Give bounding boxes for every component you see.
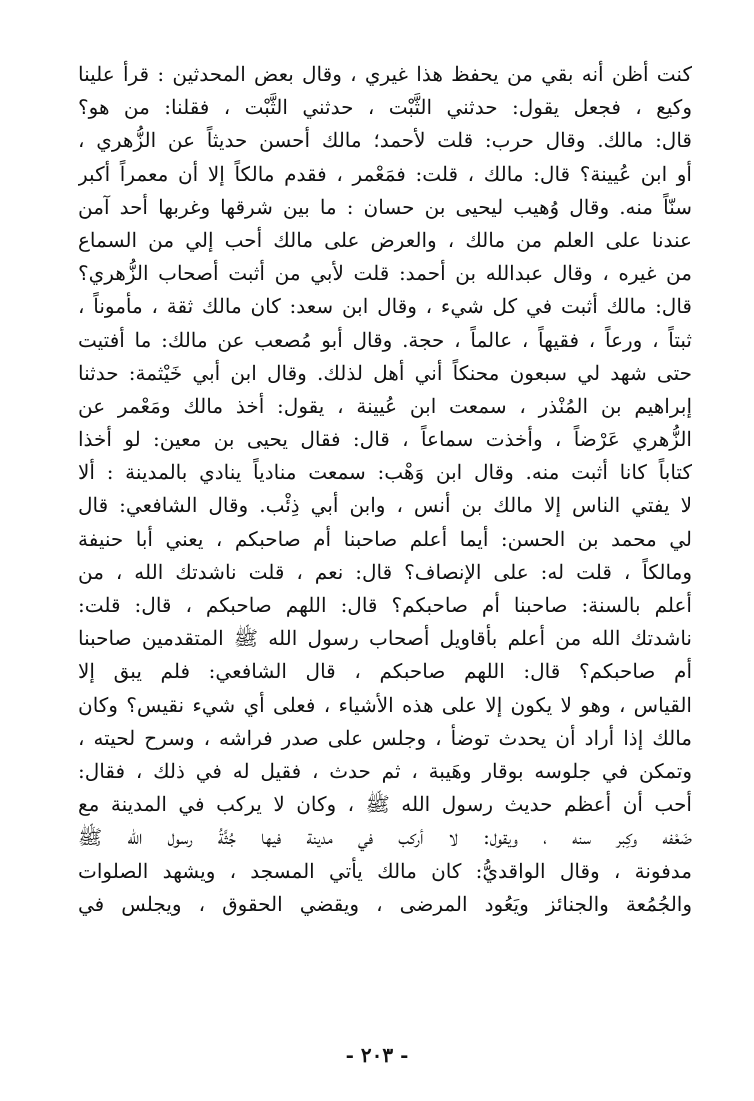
text-line: سنّاً منه. وقال وُهيب ليحيى بن حسان : ما بين شرقها وغربها أحد آمن (78, 194, 692, 219)
text-line: لي محمد بن الحسن: أيما أعلم صاحبنا أم صاحبكم ، يعني أبا حنيفة (78, 526, 692, 551)
text-line: ثبتاً ، ورعاً ، فقيهاً ، عالماً ، حجة. وقال أبو مُصعب عن مالك: ما أفتيت (78, 327, 692, 352)
text-line: القياس ، وهو لا يكون إلا على هذه الأشياء ، فعلى أي شيء نقيس؟ وكان (78, 692, 692, 717)
text-line: من غيره ، وقال عبدالله بن أحمد: قلت لأبي من أثبت أصحاب الزُّهري؟ (78, 261, 692, 286)
text-line: أعلم بالسنة: صاحبنا أم صاحبكم؟ قال: اللهم صاحبكم ، قال: قلت: (78, 593, 692, 617)
text-line: كتاباً كانا أثبت منه. وقال ابن وَهْب: سمعت منادياً ينادي بالمدينة : ألا (78, 460, 692, 485)
text-line: لا يفتي الناس إلا مالك بن أنس ، وابن أبي ذِئْب. وقال الشافعي: قال (78, 493, 692, 518)
text-line: وكيع ، فجعل يقول: حدثني الثَّبْت ، حدثني الثَّبْت ، فقلنا: من هو؟ (78, 95, 692, 120)
text-line: إبراهيم بن المُنْذر ، سمعت ابن عُيينة ، يقول: أخذ مالك ومَعْمر عن (78, 393, 692, 418)
text-line: أم صاحبكم؟ قال: اللهم صاحبكم ، قال الشافعي: فلم يبق إلا (78, 659, 692, 684)
text-line: كنت أظن أنه بقي من يحفظ هذا غيري ، وقال بعض المحدثين : قرأ علينا (78, 62, 692, 86)
text-line: عندنا على العلم من مالك ، والعرض على مالك أحب إلي من السماع (78, 227, 692, 252)
text-line: مدفونة ، وقال الواقديُّ: كان مالك يأتي المسجد ، ويشهد الصلوات (78, 858, 692, 883)
text-line: الزُّهري عَرْضاً ، وأخذت سماعاً ، قال: فقال يحيى بن معين: لو أخذا (78, 427, 692, 452)
text-line: ضَعْفه وكِبر سنه ، ويقول: لا أركب في مدينة فيها جُثَّةُ رسول الله ﷺ (78, 825, 692, 850)
text-line: ومالكاً ، قلت له: على الإنصاف؟ قال: نعم ، قلت ناشدتك الله ، من (78, 559, 692, 584)
text-line: مالك إذا أراد أن يحدث توضأ ، وجلس على صدر فراشه ، وسرح لحيته ، (78, 725, 692, 750)
page-number: - ٢٠٣ - (345, 1043, 409, 1067)
text-line: وتمكن في جلوسه بوقار وهَيبة ، ثم حدث ، فقيل له في ذلك ، فقال: (78, 758, 692, 783)
text-line: أحب أن أعظم حديث رسول الله ﷺ ، وكان لا يركب في المدينة مع (78, 792, 692, 817)
text-line: حتى شهد لي سبعون محنكاً أني أهل لذلك. وقال ابن أبي خَيْثمة: حدثنا (78, 360, 692, 385)
text-line: قال: مالك أثبت في كل شيء ، وقال ابن سعد: كان مالك ثقة ، مأموناً ، (78, 294, 692, 319)
text-line: قال: مالك. وقال حرب: قلت لأحمد؛ مالك أحسن حديثاً عن الزُّهري ، (78, 128, 692, 153)
body-text (78, 58, 692, 921)
text-line: والجُمُعة والجنائز ويَعُود المرضى ، ويقضي الحقوق ، ويجلس في (78, 891, 692, 916)
text-line: ناشدتك الله من أعلم بأقاويل أصحاب رسول الله ﷺ المتقدمين صاحبنا (78, 626, 692, 651)
text-line: أو ابن عُيينة؟ قال: مالك ، قلت: فمَعْمر ، فقدم مالكاً إلا أن معمراً أكبر (78, 161, 692, 186)
